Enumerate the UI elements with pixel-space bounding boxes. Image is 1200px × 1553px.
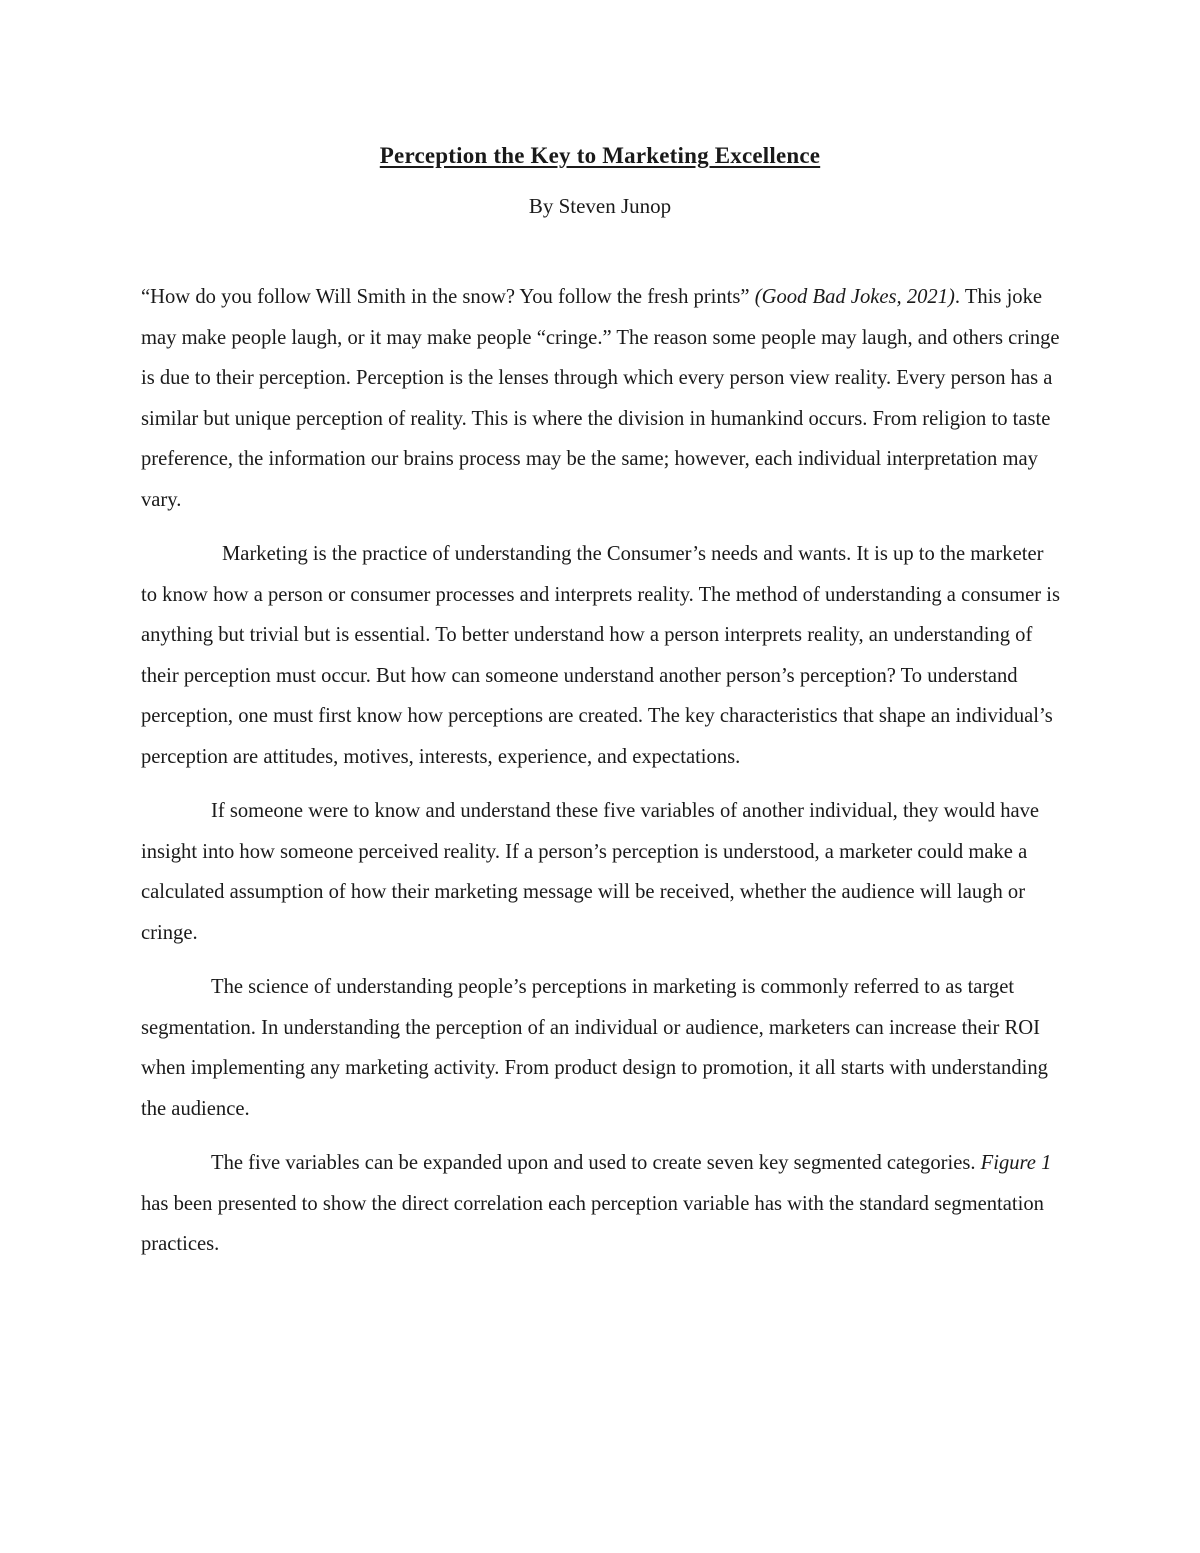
figure-reference: Figure 1: [980, 1152, 1052, 1174]
joke-citation: (Good Bad Jokes, 2021): [754, 286, 955, 308]
paragraph-1: [141, 277, 1061, 520]
author-byline: By Steven Junop: [528, 194, 672, 218]
document-title: Perception the Key to Marketing Excellence: [379, 143, 821, 168]
paragraph-2: Marketing is the practice of understanding the Consumer’s needs and wants. It is up to the marketer to know how a person or consumer processes and interprets reality. The method of understanding a consumer is anything but trivial but is essential. To better understand how a person interprets reality, an understanding of their perception must occur. But how can someone understand another person’s perception? To understand perception, one must first know how perceptions are created. The key characteristics that shape an individual’s perception are attitudes, motives, interests, experience, and expectations.: [141, 543, 1061, 768]
paragraph-4: The science of understanding people’s perceptions in marketing is commonly referred to as target segmentation. In understanding the perception of an individual or audience, marketers can increase their ROI when implementing any marketing activity. From product design to promotion, it all starts with understanding the audience.: [141, 976, 1048, 1120]
paragraph-3: If someone were to know and understand these five variables of another individual, they would have insight into how someone perceived reality. If a person’s perception is understood, a marketer could make a calculated assumption of how their marketing message will be received, whether the audience will laugh or cringe.: [141, 800, 1040, 944]
paragraph-5: [141, 1143, 1061, 1265]
document-body: [141, 277, 1061, 1279]
paragraph-5-text-start: The five variables can be expanded upon and used to create seven key segmented categories.: [211, 1152, 981, 1174]
paragraph-1-text-start: “How do you follow Will Smith in the snow? You follow the fresh prints”: [141, 286, 755, 308]
paragraph-5-text-end: has been presented to show the direct correlation each perception variable has with the standard segmentation practices.: [141, 1192, 1044, 1255]
paragraph-1-text-end: . This joke may make people laugh, or it may make people “cringe.” The reason some people may laugh, and others cringe is due to their perception. Perception is the lenses through which every person view reality. Every person has a similar but unique perception of reality. This is where the division in humankind occurs. From religion to taste preference, the information our brains process may be the same; however, each individual interpretation may vary.: [141, 286, 1060, 511]
